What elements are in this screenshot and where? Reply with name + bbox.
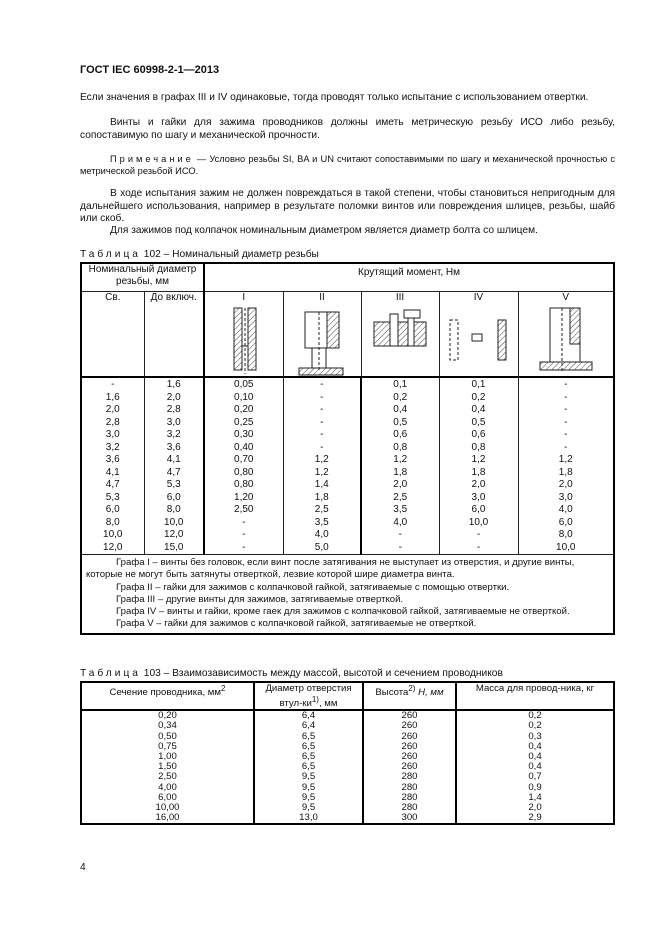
- table-cell: 1,2: [283, 454, 361, 467]
- table-102: [80, 262, 615, 635]
- table-cell: 2,0: [439, 479, 518, 492]
- caption-text: 103 – Взаимозависимость между массой, высотой и сечением проводников: [140, 668, 503, 679]
- table-cell: 1,8: [439, 467, 518, 480]
- table-cell: 2,0: [144, 392, 204, 405]
- table-cell: -: [518, 417, 614, 430]
- table-cell: 10,0: [81, 529, 144, 542]
- table-cell: 2,0: [361, 479, 439, 492]
- table-row: [81, 479, 614, 492]
- table-cell: 1,6: [81, 392, 144, 405]
- table-cell: 2,50: [81, 772, 254, 782]
- table-cell: 2,8: [144, 404, 204, 417]
- table-cell: 0,25: [204, 417, 283, 430]
- table-row: [81, 467, 614, 480]
- table-cell: 0,8: [439, 442, 518, 455]
- screw-diagram-IV-icon: [444, 306, 514, 376]
- column-label: II: [319, 291, 325, 303]
- column-label: I: [242, 291, 246, 303]
- table-cell: 2,0: [518, 479, 614, 492]
- table-cell: 0,6: [361, 429, 439, 442]
- table-cell: -: [439, 529, 518, 542]
- table-cell: 5,3: [81, 492, 144, 505]
- table-cell: 4,0: [361, 517, 439, 530]
- table-cell: 4,00: [81, 783, 254, 793]
- table-row: [81, 377, 614, 392]
- table-cell: 0,9: [456, 783, 614, 793]
- note-III: Графа III – другие винты для зажимов, затягиваемые отверткой.: [116, 593, 404, 605]
- table-cell: -: [518, 377, 614, 392]
- table-cell: 3,5: [361, 504, 439, 517]
- table-cell: 1,2: [439, 454, 518, 467]
- column-label: IV: [473, 291, 484, 303]
- note-label: Примечание: [110, 154, 194, 164]
- table-cell: 0,34: [81, 721, 254, 731]
- table-cell: 6,5: [254, 742, 363, 752]
- table-cell: 3,6: [81, 454, 144, 467]
- header-mass: Масса для провод-ника, кг: [456, 682, 614, 710]
- table-cell: 0,20: [81, 710, 254, 721]
- table-cell: 260: [363, 721, 456, 731]
- table-cell: 1,00: [81, 752, 254, 762]
- column-I: [204, 291, 283, 377]
- table-cell: 0,1: [439, 377, 518, 392]
- caption-label: Таблица: [80, 249, 141, 260]
- header-torque: Крутящий момент, Нм: [204, 263, 614, 291]
- table-cell: 0,4: [456, 752, 614, 762]
- table-cell: 0,4: [456, 762, 614, 772]
- table-cell: 280: [363, 793, 456, 803]
- table-cell: 9,5: [254, 783, 363, 793]
- column-label: V: [562, 291, 570, 303]
- table-cell: 280: [363, 772, 456, 782]
- table-cell: 3,0: [144, 417, 204, 430]
- table-cell: 6,4: [254, 721, 363, 731]
- column-II: [283, 291, 361, 377]
- table-cell: 2,9: [456, 813, 614, 824]
- nut-diagram-V-icon: [536, 306, 596, 376]
- table-102-notes: [81, 555, 614, 635]
- table-cell: 0,30: [204, 429, 283, 442]
- table-cell: 5,3: [144, 479, 204, 492]
- table-cell: 0,4: [456, 742, 614, 752]
- paragraph: Винты и гайки для зажима проводников должны иметь метрическую резьбу ИСО либо резьбу, сопоставимую по шагу и механической прочности.: [80, 117, 615, 141]
- table-cell: 0,70: [204, 454, 283, 467]
- table-cell: 9,5: [254, 803, 363, 813]
- table-cell: -: [204, 517, 283, 530]
- header-height: Высота$^{2)}$ H, мм: [363, 682, 456, 710]
- table-cell: 9,5: [254, 793, 363, 803]
- table-cell: 1,4: [283, 479, 361, 492]
- table-cell: 3,5: [283, 517, 361, 530]
- table-cell: -: [518, 392, 614, 405]
- table-103: [80, 681, 615, 825]
- table-cell: 3,0: [81, 429, 144, 442]
- table-row: [81, 442, 614, 455]
- paragraph: Для зажимов под колпачок номинальным диаметром является диаметр болта со шлицем.: [110, 225, 538, 236]
- table-cell: 0,3: [456, 732, 614, 742]
- column-III: [361, 291, 439, 377]
- table-cell: 13,0: [254, 813, 363, 824]
- table-cell: -: [361, 542, 439, 555]
- table-cell: 0,2: [439, 392, 518, 405]
- table-cell: 10,0: [439, 517, 518, 530]
- table-cell: 0,6: [439, 429, 518, 442]
- table-cell: 1,2: [518, 454, 614, 467]
- page-number: 4: [80, 862, 86, 873]
- table-cell: 0,05: [204, 377, 283, 392]
- note-V: Графа V – гайки для зажимов с колпачковой гайкой, затягиваемые не отверткой.: [116, 618, 477, 630]
- column-label: III: [395, 291, 405, 303]
- table-cell: -: [204, 529, 283, 542]
- table-cell: -: [283, 429, 361, 442]
- table-cell: 260: [363, 762, 456, 772]
- note-text: — Условно резьбы SI, BA и UN считают сопоставимыми по шагу и механической прочностью с метрической резьбой ИСО.: [80, 154, 615, 176]
- table-cell: 3,0: [518, 492, 614, 505]
- screw-diagram-I-icon: [224, 306, 264, 376]
- table-cell: 0,4: [439, 404, 518, 417]
- table-cell: 260: [363, 742, 456, 752]
- table-cell: 1,8: [361, 467, 439, 480]
- table-cell: -: [283, 417, 361, 430]
- caption-text: 102 – Номинальный диаметр резьбы: [140, 249, 319, 260]
- header-hole-diameter: Диаметр отверстия втул-$ки^{1)}$, мм: [254, 682, 363, 710]
- table-cell: 0,10: [204, 392, 283, 405]
- table-cell: 4,7: [81, 479, 144, 492]
- table-cell: -: [283, 442, 361, 455]
- table-cell: 12,0: [144, 529, 204, 542]
- table-cell: 8,0: [518, 529, 614, 542]
- column-V: [518, 291, 614, 377]
- table-cell: 1,4: [456, 793, 614, 803]
- table-cell: -: [81, 377, 144, 392]
- table-cell: 3,2: [144, 429, 204, 442]
- table-cell: 0,2: [456, 721, 614, 731]
- table-cell: -: [361, 529, 439, 542]
- table-cell: 3,2: [81, 442, 144, 455]
- table-cell: 8,0: [144, 504, 204, 517]
- table-cell: 4,0: [518, 504, 614, 517]
- table-cell: 6,4: [254, 710, 363, 721]
- table-cell: -: [518, 442, 614, 455]
- table-102-caption: [80, 249, 319, 262]
- table-cell: 1,8: [283, 492, 361, 505]
- table-cell: -: [518, 429, 614, 442]
- table-cell: 0,2: [361, 392, 439, 405]
- table-cell: 2,5: [283, 504, 361, 517]
- table-cell: 1,2: [283, 467, 361, 480]
- table-cell: -: [518, 404, 614, 417]
- table-row: [81, 454, 614, 467]
- nut-diagram-II-icon: [297, 306, 347, 376]
- table-cell: -: [283, 392, 361, 405]
- table-cell: -: [204, 542, 283, 555]
- table-cell: 1,50: [81, 762, 254, 772]
- table-cell: 2,8: [81, 417, 144, 430]
- document-header: ГОСТ IEC 60998-2-1—2013: [80, 64, 220, 76]
- table-cell: 0,1: [361, 377, 439, 392]
- table-cell: 10,0: [144, 517, 204, 530]
- table-cell: 0,7: [456, 772, 614, 782]
- table-row: [81, 542, 614, 555]
- table-cell: 0,80: [204, 479, 283, 492]
- caption-label: Таблица: [80, 668, 141, 679]
- table-cell: 9,5: [254, 772, 363, 782]
- paragraph: Если значения в графах III и IV одинаковые, тогда проводят только испытание с использованием отвертки.: [80, 92, 589, 103]
- table-row: [81, 529, 614, 542]
- note: [80, 153, 615, 177]
- table-cell: 6,5: [254, 762, 363, 772]
- table-cell: 6,0: [518, 517, 614, 530]
- header-to: До включ.: [144, 291, 204, 377]
- table-103-caption: [80, 668, 503, 681]
- table-cell: 6,5: [254, 752, 363, 762]
- table-cell: 4,1: [81, 467, 144, 480]
- table-cell: 6,0: [81, 504, 144, 517]
- table-row: [81, 404, 614, 417]
- table-cell: 260: [363, 752, 456, 762]
- table-cell: 0,50: [81, 732, 254, 742]
- table-cell: 15,0: [144, 542, 204, 555]
- paragraph: В ходе испытания зажим не должен повреждаться в такой степени, чтобы становиться непригодным для дальнейшего использования, например в результате поломки винтов или повреждения шлицев, резьбы, шайб или скоб.: [80, 188, 615, 225]
- table-cell: 0,2: [456, 710, 614, 721]
- table-cell: 0,20: [204, 404, 283, 417]
- note-II: Графа II – гайки для зажимов с колпачковой гайкой, затягиваемые с помощью отвертки.: [116, 581, 510, 593]
- table-cell: 6,5: [254, 732, 363, 742]
- table-cell: 280: [363, 783, 456, 793]
- table-cell: 10,00: [81, 803, 254, 813]
- table-cell: 1,6: [144, 377, 204, 392]
- table-cell: 1,20: [204, 492, 283, 505]
- table-cell: 1,8: [518, 467, 614, 480]
- table-row: [81, 517, 614, 530]
- table-cell: 16,00: [81, 813, 254, 824]
- header-from: Св.: [81, 291, 144, 377]
- table-row: [81, 429, 614, 442]
- table-cell: 4,0: [283, 529, 361, 542]
- table-cell: 2,5: [361, 492, 439, 505]
- table-cell: 0,75: [81, 742, 254, 752]
- table-cell: 3,0: [439, 492, 518, 505]
- table-cell: 4,7: [144, 467, 204, 480]
- table-cell: 280: [363, 803, 456, 813]
- table-cell: 6,00: [81, 793, 254, 803]
- table-cell: -: [283, 404, 361, 417]
- table-cell: 2,0: [456, 803, 614, 813]
- table-cell: 12,0: [81, 542, 144, 555]
- table-row: [81, 392, 614, 405]
- table-cell: 0,40: [204, 442, 283, 455]
- table-cell: 0,4: [361, 404, 439, 417]
- table-row: [81, 813, 614, 824]
- table-cell: -: [283, 377, 361, 392]
- table-cell: 6,0: [439, 504, 518, 517]
- table-cell: 1,2: [361, 454, 439, 467]
- table-cell: 4,1: [144, 454, 204, 467]
- table-cell: 300: [363, 813, 456, 824]
- note-IV: Графа IV – винты и гайки, кроме гаек для зажимов с колпачковой гайкой, затягиваемые не отверткой.: [116, 605, 570, 617]
- table-cell: 8,0: [81, 517, 144, 530]
- table-cell: 2,50: [204, 504, 283, 517]
- table-row: [81, 504, 614, 517]
- table-row: [81, 417, 614, 430]
- table-cell: 260: [363, 710, 456, 721]
- table-cell: 0,8: [361, 442, 439, 455]
- table-cell: 6,0: [144, 492, 204, 505]
- table-row: [81, 492, 614, 505]
- header-diameter: Номинальный диаметр резьбы, мм: [81, 263, 204, 291]
- table-cell: 0,80: [204, 467, 283, 480]
- table-cell: -: [439, 542, 518, 555]
- table-cell: 0,5: [361, 417, 439, 430]
- column-IV: [439, 291, 518, 377]
- table-cell: 5,0: [283, 542, 361, 555]
- table-cell: 2,0: [81, 404, 144, 417]
- table-cell: 0,5: [439, 417, 518, 430]
- screw-diagram-III-icon: [372, 306, 428, 376]
- table-cell: 3,6: [144, 442, 204, 455]
- note-I: Графа I – винты без головок, если винт после затягивания не выступает из отверстия, и другие винты, которые не могут быть затянуты отверткой, лезвие которой шире диаметра винта.: [86, 557, 575, 581]
- table-cell: 260: [363, 732, 456, 742]
- table-cell: 10,0: [518, 542, 614, 555]
- header-section: Сечение проводника, $мм^2$: [81, 682, 254, 710]
